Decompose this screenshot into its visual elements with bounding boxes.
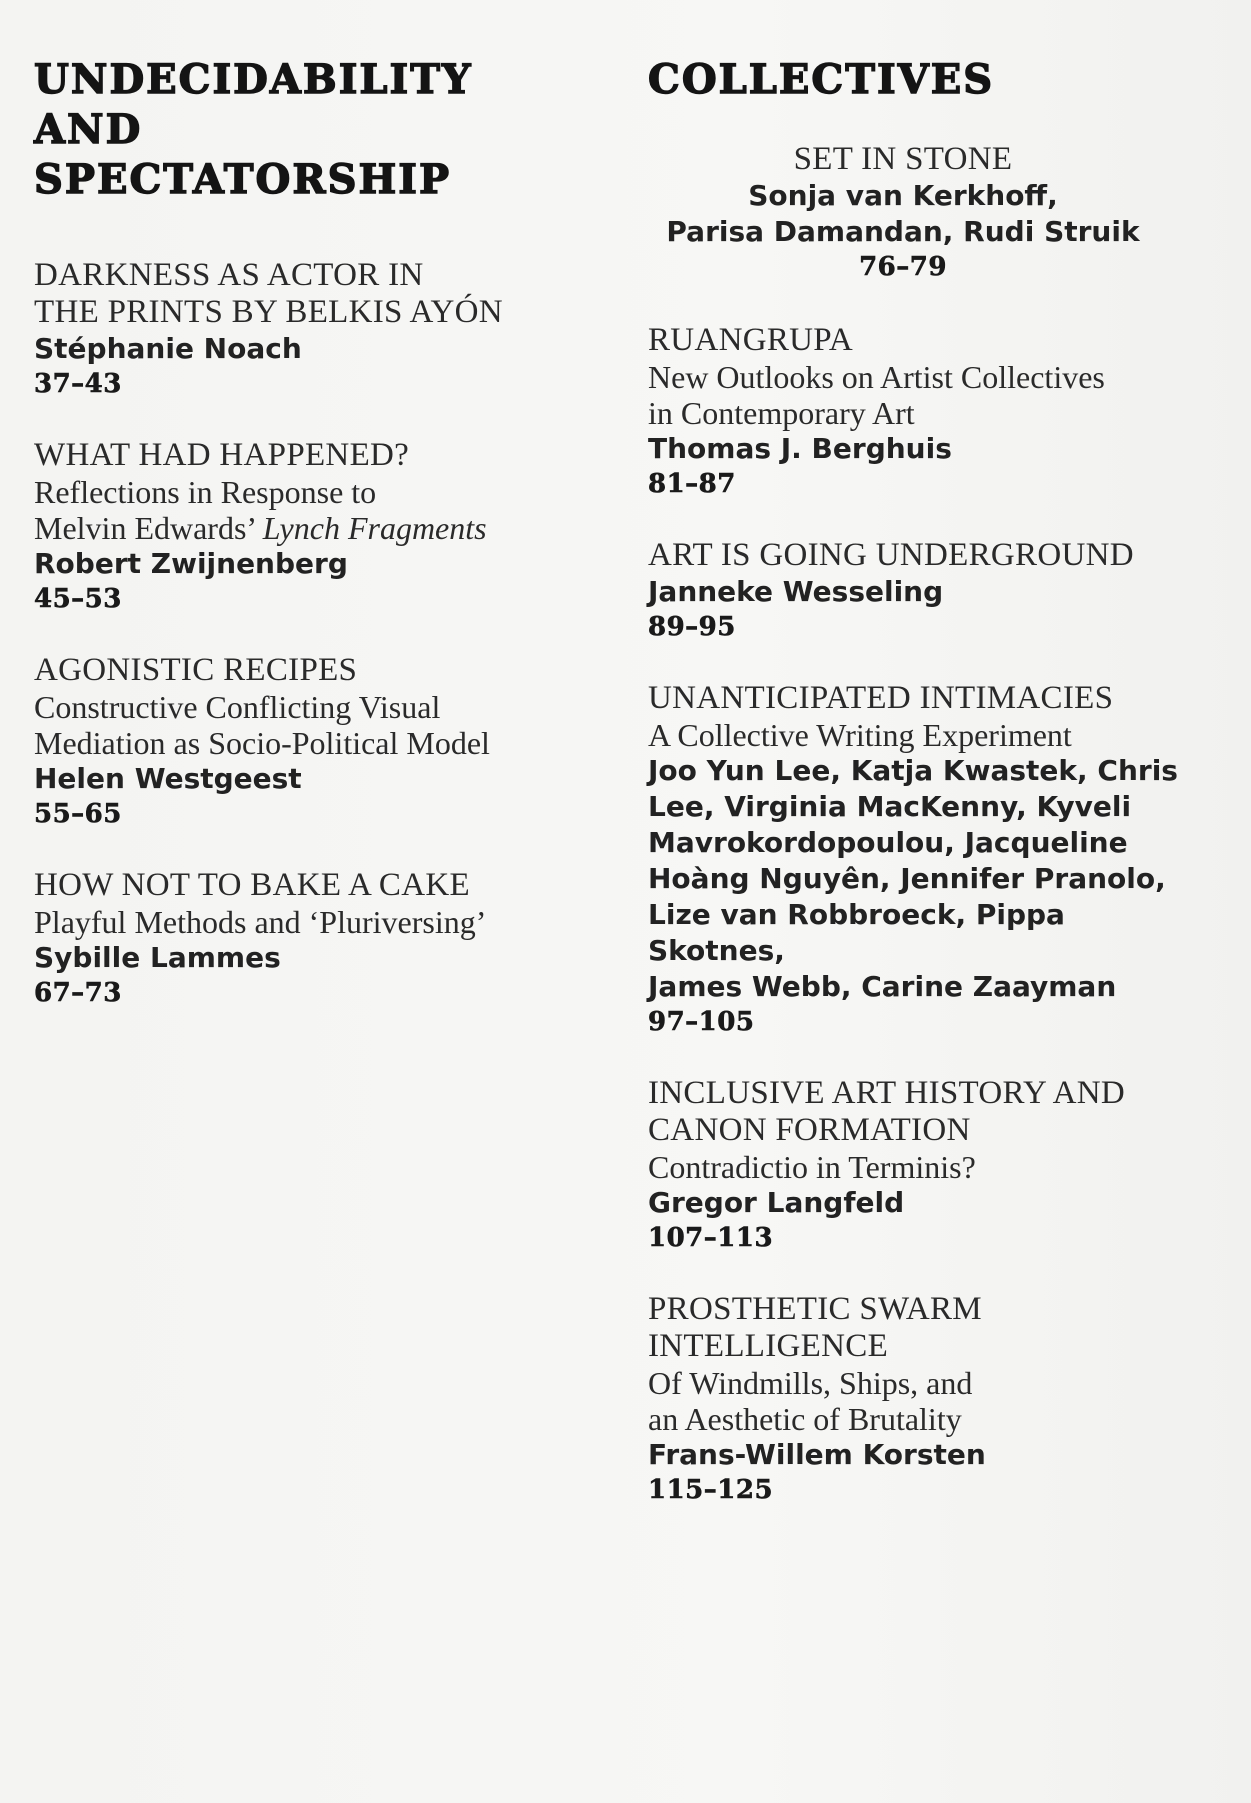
- entry-title: AGONISTIC RECIPES: [34, 652, 358, 688]
- toc-entry-art-is-going-underground[interactable]: [648, 537, 1208, 644]
- entry-title: [648, 1291, 1208, 1365]
- entry-author: Gregor Langfeld: [648, 1186, 905, 1219]
- entry-author: Thomas J. Berghuis: [648, 432, 952, 465]
- entry-pages: 67–73: [34, 978, 122, 1008]
- toc-entry-prosthetic-swarm[interactable]: [648, 1291, 1208, 1507]
- entry-author-line: James Webb, Carine Zaayman: [648, 970, 1117, 1003]
- entry-subtitle-line: New Outlooks on Artist Collectives: [648, 359, 1105, 395]
- toc-entry-agonistic-recipes[interactable]: [34, 652, 594, 831]
- entry-subtitle-line: Reflections in Response to: [34, 474, 377, 510]
- toc-entry-what-had-happened[interactable]: [34, 437, 594, 616]
- entry-subtitle: Playful Methods and ‘Pluriversing’: [34, 904, 487, 940]
- entry-subtitle: [34, 689, 594, 761]
- entry-author: [648, 753, 1208, 1005]
- entry-title-line: CANON FORMATION: [648, 1112, 971, 1148]
- entry-title: [648, 1075, 1208, 1149]
- entry-subtitle-line: Constructive Conflicting Visual: [34, 689, 441, 725]
- entry-title: SET IN STONE: [793, 141, 1013, 177]
- entry-pages: 97–105: [648, 1007, 755, 1037]
- section-title-collectives: COLLECTIVES: [648, 56, 995, 103]
- entry-title: RUANGRUPA: [648, 322, 854, 358]
- toc-entry-inclusive-art-history[interactable]: [648, 1075, 1208, 1255]
- entry-subtitle-line: Of Windmills, Ships, and: [648, 1365, 973, 1401]
- entry-author: [648, 178, 1158, 250]
- entry-subtitle-line: in Contemporary Art: [648, 395, 915, 431]
- entry-title: HOW NOT TO BAKE A CAKE: [34, 867, 470, 903]
- entry-author-line: Joo Yun Lee, Katja Kwastek, Chris: [648, 754, 1178, 787]
- entry-title: [34, 257, 594, 331]
- toc-entry-ruangrupa[interactable]: [648, 322, 1208, 501]
- section-title-line: UNDECIDABILITY: [34, 56, 473, 103]
- entry-subtitle: [34, 474, 594, 546]
- entry-pages: 37–43: [34, 369, 122, 399]
- entry-author: Helen Westgeest: [34, 762, 302, 795]
- entry-author: Stéphanie Noach: [34, 332, 302, 365]
- right-column: [648, 55, 1208, 1507]
- entry-subtitle-line: Melvin Edwards’: [34, 510, 263, 546]
- entry-subtitle-line: an Aesthetic of Brutality: [648, 1401, 962, 1437]
- toc-entry-how-not-to-bake[interactable]: [34, 867, 594, 1010]
- entry-author: Sybille Lammes: [34, 941, 281, 974]
- entry-author: Robert Zwijnenberg: [34, 547, 348, 580]
- entry-pages: 81–87: [648, 469, 736, 499]
- entry-subtitle: A Collective Writing Experiment: [648, 717, 1072, 753]
- toc-entry-set-in-stone[interactable]: [648, 141, 1158, 284]
- entry-author: Frans-Willem Korsten: [648, 1438, 986, 1471]
- section-title-undecidability: [34, 55, 594, 205]
- entry-author-line: Parisa Damandan, Rudi Struik: [666, 215, 1140, 248]
- entry-subtitle: [648, 359, 1208, 431]
- entry-author-line: Sonja van Kerkhoff,: [748, 179, 1058, 212]
- entry-author-line: Mavrokordopoulou, Jacqueline: [648, 826, 1128, 859]
- entry-pages: 107–113: [648, 1223, 774, 1253]
- entry-subtitle-italic: Lynch Fragments: [262, 510, 487, 546]
- entry-subtitle: [648, 1365, 1208, 1437]
- entry-pages: 89–95: [648, 612, 736, 642]
- entry-title-line: INCLUSIVE ART HISTORY AND: [648, 1075, 1126, 1111]
- entry-title-line: DARKNESS AS ACTOR IN: [34, 257, 424, 293]
- section-title-line: SPECTATORSHIP: [34, 156, 452, 203]
- entry-pages: 45–53: [34, 584, 122, 614]
- toc-entry-unanticipated-intimacies[interactable]: [648, 680, 1208, 1039]
- entry-subtitle-line: Mediation as Socio-Political Model: [34, 725, 490, 761]
- entry-title: UNANTICIPATED INTIMACIES: [648, 680, 1114, 716]
- entry-pages: 55–65: [34, 799, 122, 829]
- section-title-line: AND: [34, 106, 143, 153]
- entry-title: ART IS GOING UNDERGROUND: [648, 537, 1134, 573]
- entry-title-line: PROSTHETIC SWARM: [648, 1291, 982, 1327]
- entry-author: Janneke Wesseling: [648, 575, 944, 608]
- entry-author-line: Hoàng Nguyên, Jennifer Pranolo,: [648, 862, 1166, 895]
- entry-subtitle: Contradictio in Terminis?: [648, 1149, 976, 1185]
- entry-author-line: Lize van Robbroeck, Pippa Skotnes,: [648, 898, 1065, 967]
- entry-pages: 115–125: [648, 1475, 774, 1505]
- left-column: [34, 55, 594, 1010]
- toc-entry-darkness[interactable]: [34, 257, 594, 401]
- entry-title: WHAT HAD HAPPENED?: [34, 437, 410, 473]
- entry-pages: 76–79: [859, 252, 947, 282]
- entry-title-line: THE PRINTS BY BELKIS AYÓN: [34, 294, 503, 330]
- entry-title-line: INTELLIGENCE: [648, 1328, 889, 1364]
- entry-author-line: Lee, Virginia MacKenny, Kyveli: [648, 790, 1132, 823]
